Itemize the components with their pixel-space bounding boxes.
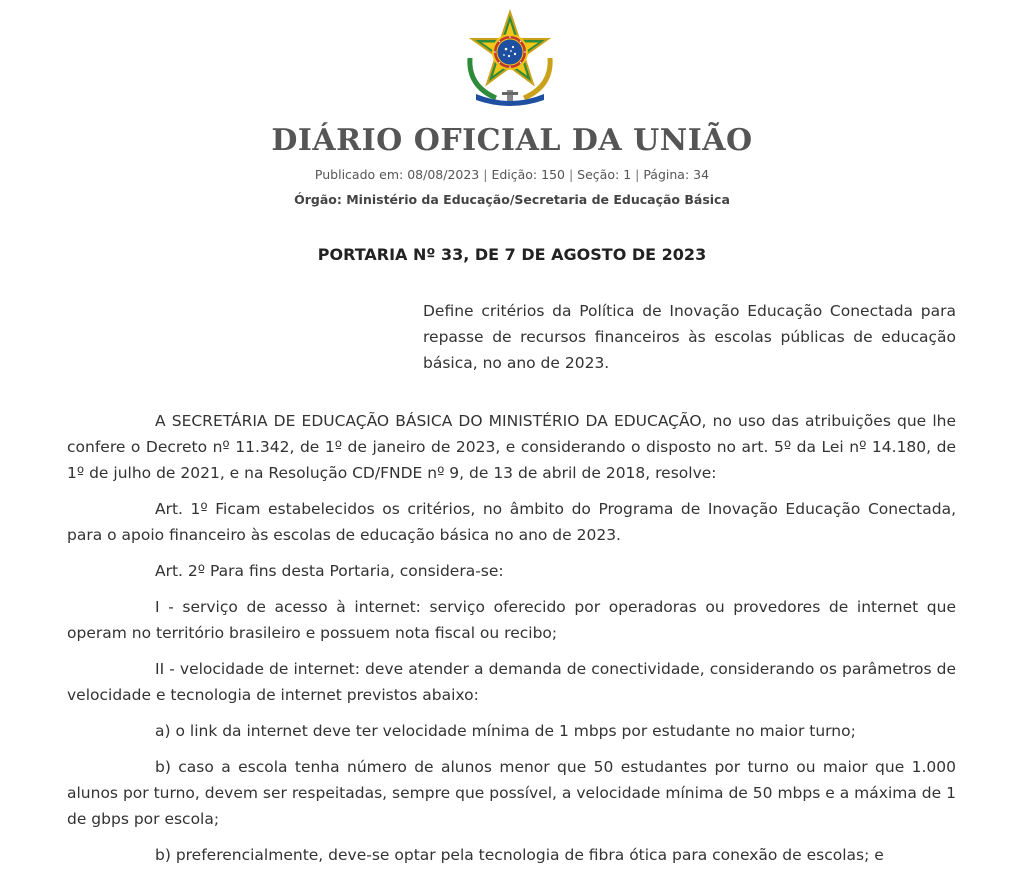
item-ii-paragraph: II - velocidade de internet: deve atender a demanda de conectividade, considerando os parâmetros de velocidade e tecnologia de internet previstos abaixo: (67, 660, 956, 704)
page-number: 34 (693, 167, 710, 182)
published-date: 08/08/2023 (407, 167, 480, 182)
page-label: Página: (643, 167, 690, 182)
organ-info (0, 191, 1024, 209)
article-2-paragraph: Art. 2º Para fins desta Portaria, considera-se: (155, 562, 504, 580)
separator: | (483, 167, 488, 182)
edition-number: 150 (541, 167, 565, 182)
published-label: Publicado em: (314, 167, 404, 182)
separator: | (635, 167, 640, 182)
subitem-b-paragraph: b) caso a escola tenha número de alunos menor que 50 estudantes por turno ou maior que 1.000 alunos por turno, devem ser respeitadas, sempre que possível, a velocidade mínima de 50 mbps e a máxima de 1 de gbps por escola; (67, 758, 956, 828)
separator: | (568, 167, 574, 182)
section-label: Seção: (577, 167, 620, 182)
act-title: PORTARIA Nº 33, DE 7 DE AGOSTO DE 2023 (317, 245, 707, 264)
article-1-paragraph: Art. 1º Ficam estabelecidos os critérios, no âmbito do Programa de Inovação Educação Conectada, para o apoio financeiro às escolas de educação básica no ano de 2023. (67, 500, 956, 544)
act-ementa: Define critérios da Política de Inovação Educação Conectada para repasse de recursos financeiros às escolas públicas de educação básica, no ano de 2023. (423, 302, 956, 372)
organ-label: Órgão: (294, 192, 342, 207)
item-i-paragraph: I - serviço de acesso à internet: serviço oferecido por operadoras ou provedores de internet que operam no território brasileiro e possuem nota fiscal ou recibo; (67, 598, 956, 642)
subitem-b2-paragraph: b) preferencialmente, deve-se optar pela tecnologia de fibra ótica para conexão de escolas; e (155, 846, 884, 864)
publication-info (0, 166, 1024, 184)
preamble-paragraph: A SECRETÁRIA DE EDUCAÇÃO BÁSICA DO MINISTÉRIO DA EDUCAÇÃO, no uso das atribuições que lhe confere o Decreto nº 11.342, de 1º de janeiro de 2023, e considerando o disposto no art. 5º da Lei nº 14.180, de 1º de julho de 2021, e na Resolução CD/FNDE nº 9, de 13 de abril de 2018, resolve: (67, 412, 956, 482)
act-body (67, 408, 956, 878)
section-number: 1 (623, 167, 632, 182)
masthead-title: DIÁRIO OFICIAL DA UNIÃO (271, 123, 753, 158)
brazil-coat-of-arms-icon (462, 8, 558, 108)
subitem-a-paragraph: a) o link da internet deve ter velocidade mínima de 1 mbps por estudante no maior turno; (155, 722, 856, 740)
edition-label: Edição: (491, 167, 538, 182)
organ-name: Ministério da Educação/Secretaria de Educação Básica (346, 192, 730, 207)
